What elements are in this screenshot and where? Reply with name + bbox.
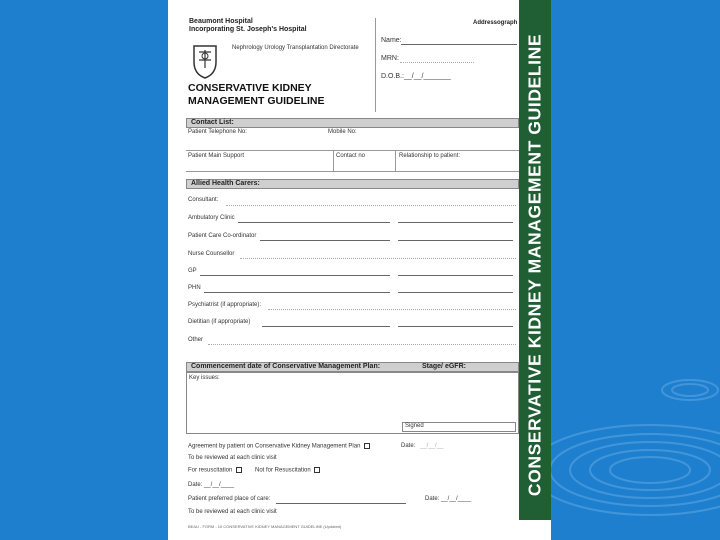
resuscitation-date[interactable]: Date: __/__/____ (188, 482, 235, 488)
for-resuscitation-label: For resuscitation (188, 467, 233, 474)
agreement-text (188, 443, 370, 450)
ambulatory-clinic-field[interactable] (238, 222, 390, 223)
dob-label: D.O.B.: (381, 73, 404, 80)
dietitian-contact[interactable] (398, 326, 513, 327)
department-name: Nephrology Urology Transplantation Directorate (232, 45, 359, 51)
not-for-resuscitation-option (255, 467, 320, 474)
contact-column-divider-2 (395, 150, 396, 171)
contact-column-divider-1 (333, 150, 334, 171)
mobile-label: Mobile No: (328, 129, 357, 135)
consultant-label: Consultant: (188, 197, 219, 203)
gp-label: GP (188, 268, 197, 274)
ambulatory-clinic-contact[interactable] (398, 222, 513, 223)
not-for-resuscitation-label: Not for Resuscitation (255, 467, 311, 474)
main-support-label: Patient Main Support (188, 153, 245, 159)
hospital-crest-icon (191, 42, 219, 80)
preferred-place-date[interactable]: Date: __/__/____ (425, 496, 472, 502)
psychiatrist-label: Psychiatrist (if appropriate): (188, 302, 262, 308)
other-field[interactable] (208, 344, 516, 345)
addressograph-label: Addressograph (473, 20, 518, 26)
phn-label: PHN (188, 285, 201, 291)
agreement-date-field[interactable]: __/__/__ (420, 443, 444, 449)
contact-list-header (186, 118, 519, 128)
psychiatrist-field[interactable] (268, 309, 516, 310)
signed-label: Signed (405, 423, 424, 429)
guideline-form-sheet (168, 0, 551, 540)
form-footer: BEAU - FORM - 10 CONSERVATIVE KIDNEY MANAGEMENT GUIDELINE (Updated) (188, 524, 342, 529)
agreement-date-label: Date: (401, 443, 416, 449)
dob-field[interactable]: __/__/_______ (404, 73, 451, 80)
commencement-title: Commencement date of Conservative Management Plan: (191, 363, 381, 370)
review-note-2: To be reviewed at each clinic visit (188, 509, 277, 515)
care-coordinator-contact[interactable] (398, 240, 513, 241)
form-title (188, 82, 325, 108)
name-field[interactable] (401, 44, 517, 45)
contact-divider (186, 150, 519, 151)
hospital-name (189, 18, 307, 34)
commencement-header (186, 362, 519, 372)
relationship-label: Relationship to patient: (399, 153, 461, 159)
mrn-field[interactable] (400, 62, 474, 63)
other-label: Other (188, 337, 204, 343)
ambulatory-clinic-label: Ambulatory Clinic (188, 215, 235, 221)
for-resuscitation-checkbox[interactable] (236, 467, 242, 473)
form-title-line-1: CONSERVATIVE KIDNEY (188, 82, 312, 94)
for-resuscitation-option (188, 467, 242, 474)
not-for-resuscitation-checkbox[interactable] (314, 467, 320, 473)
name-label: Name: (381, 37, 402, 44)
patient-telephone-label: Patient Telephone No: (188, 129, 247, 135)
nurse-counsellor-field[interactable] (240, 258, 516, 259)
patient-id-box (375, 18, 519, 112)
hospital-line-2: Incorporating St. Joseph's Hospital (189, 26, 307, 33)
allied-carers-header (186, 179, 519, 189)
hospital-line-1: Beaumont Hospital (189, 18, 253, 25)
phn-field[interactable] (204, 292, 390, 293)
care-coordinator-label: Patient Care Co-ordinator (188, 233, 257, 239)
contact-list-title: Contact List: (191, 119, 234, 126)
care-coordinator-field[interactable] (260, 240, 390, 241)
consultant-field[interactable] (226, 205, 516, 206)
contact-no-label: Contact no (336, 153, 366, 159)
contact-bottom-line (186, 171, 519, 172)
gp-field[interactable] (200, 275, 390, 276)
key-issues-label: Key issues: (189, 375, 220, 381)
review-note-1: To be reviewed at each clinic visit (188, 455, 277, 461)
stage-egfr-label: Stage/ eGFR: (422, 363, 466, 370)
form-title-line-2: MANAGEMENT GUIDELINE (188, 95, 325, 107)
mrn-label: MRN: (381, 55, 399, 62)
vertical-title: CONSERVATIVE KIDNEY MANAGEMENT GUIDELINE (524, 33, 545, 497)
dietitian-field[interactable] (262, 326, 390, 327)
dietitian-label: Dietitian (if appropriate) (188, 319, 251, 325)
preferred-place-label: Patient preferred place of care: (188, 496, 271, 502)
nurse-counsellor-label: Nurse Counsellor (188, 251, 235, 257)
allied-carers-title: Allied Health Carers: (191, 180, 260, 187)
preferred-place-field[interactable] (276, 503, 406, 504)
agreement-checkbox[interactable] (364, 443, 370, 449)
phn-contact[interactable] (398, 292, 513, 293)
agreement-label: Agreement by patient on Conservative Kidney Management Plan (188, 443, 361, 450)
gp-contact[interactable] (398, 275, 513, 276)
